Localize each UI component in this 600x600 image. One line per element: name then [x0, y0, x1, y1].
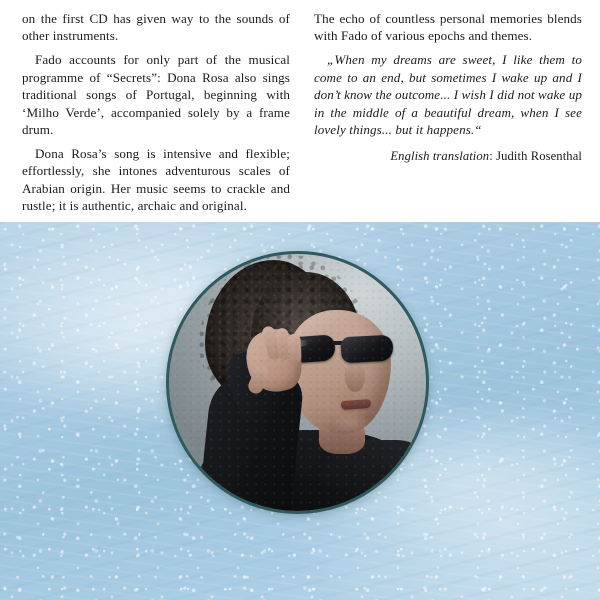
paragraph-echo-memories: The echo of countless personal memories blends with Fado of various epochs and themes.: [314, 11, 582, 44]
paragraph-continuation: on the first CD has given way to the sounds of other instruments.: [22, 11, 290, 44]
sunglasses-icon: [285, 334, 397, 364]
translation-credit-label: English translation: [390, 149, 490, 164]
finger-3: [287, 334, 301, 364]
translation-credit-name: Judith Rosenthal: [496, 149, 582, 164]
paragraph-dona-rosa-song: Dona Rosa’s song is intensive and flexible; effortlessly, she intones adventurous scales of Arabian origin. Her music seems to crackle and rustle; it is authentic, archaic and original.: [22, 145, 290, 214]
portrait-photo-image: [169, 254, 426, 511]
photo-panel: [0, 222, 600, 600]
text-area: [0, 0, 600, 222]
two-column-layout: [22, 10, 582, 214]
chin-highlight: [325, 414, 379, 442]
translation-credit-separator: :: [489, 149, 497, 164]
translation-credit: [314, 148, 582, 165]
right-text-column: [314, 10, 582, 214]
sunglasses-lens-right: [340, 335, 393, 364]
portrait-photo-circle: [166, 251, 429, 514]
nose-shading: [345, 362, 365, 392]
paragraph-fado-programme: Fado accounts for only part of the musical programme of “Secrets”: Dona Rosa also sings traditional songs of Portugal, beginning with ‘Milho Verde’, accompanied solely by a frame drum.: [22, 52, 290, 137]
left-text-column: [22, 10, 290, 214]
pull-quote: „When my dreams are sweet, I like them to come to an end, but sometimes I wake up and I don’t know the outcome... I wish I did not wake up in the middle of a beautiful dream, when I see lovely things... but it happens.“: [314, 52, 582, 137]
